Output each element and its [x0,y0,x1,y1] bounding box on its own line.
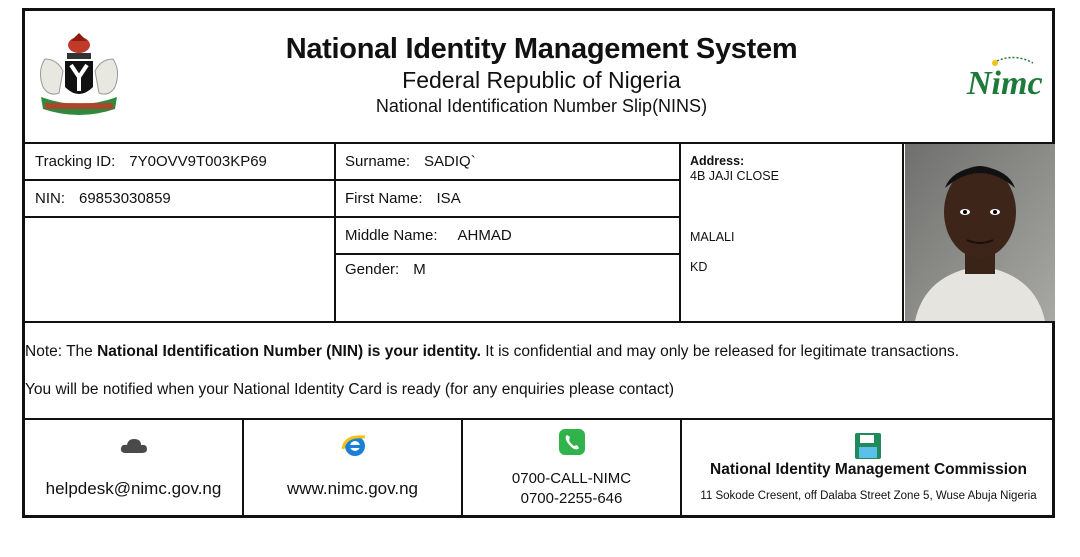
note-line-1 [25,343,959,361]
browser-icon [341,431,369,459]
middle-name-value: AHMAD [457,227,512,244]
divider [25,216,336,218]
gender-value: M [413,261,426,278]
gender-row [345,261,426,279]
divider [25,179,336,181]
divider [334,179,681,181]
tracking-id-label: Tracking ID: [35,153,116,170]
country-title: Federal Republic of Nigeria [402,67,681,93]
middle-name-label: Middle Name: [345,227,438,244]
gender-label: Gender: [345,261,400,278]
website-link[interactable]: www.nimc.gov.ng [286,479,418,498]
middle-name-row [345,227,512,245]
surname-row [345,153,476,171]
address-label: Address: [690,154,745,168]
nin-row [35,190,171,208]
phone-line-2: 0700-2255-646 [520,490,623,507]
nin-label: NIN: [35,190,65,207]
address-line-3: KD [690,260,708,274]
note-prefix: Note: The [25,343,98,360]
page-title: National Identity Management System [285,33,798,65]
first-name-value: ISA [436,190,461,207]
divider [679,142,681,323]
note-rest: It is confidential and may only be released for legitimate transactions. [480,343,960,360]
commission-address: 11 Sokode Cresent, off Dalaba Street Zone 5, Wuse Abuja Nigeria [700,490,1037,502]
address-line-2: MALALI [690,230,735,244]
nimc-logo [953,51,1053,111]
divider [334,253,681,255]
divider [902,142,904,323]
divider [334,216,681,218]
nin-slip [22,8,1055,518]
tracking-id-value: 7Y0OVV9T003KP69 [129,153,267,170]
nimc-logo-text: Nimc [967,65,1043,102]
nin-value: 69853030859 [79,190,171,207]
first-name-row [345,190,461,208]
divider [334,142,336,323]
address-line-1: 4B JAJI CLOSE [690,169,779,183]
divider [242,418,244,518]
cloud-icon [120,438,148,454]
surname-label: Surname: [345,153,411,170]
passport-photo [905,144,1055,321]
phone-icon [559,429,585,455]
save-icon [854,432,882,460]
surname-value: SADIQ` [424,153,476,170]
phone-line-1: 0700-CALL-NIMC [511,470,632,487]
divider [25,321,1055,323]
first-name-label: First Name: [345,190,423,207]
commission-name: National Identity Management Commission [710,461,1027,478]
tracking-id-row [35,153,267,171]
note-line-2: You will be notified when your National Identity Card is ready (for any enquiries please contact) [25,381,675,398]
divider [25,418,1055,420]
helpdesk-email-link[interactable]: helpdesk@nimc.gov.ng [45,479,222,498]
slip-title: National Identification Number Slip(NINS) [375,96,708,116]
note-bold: National Identification Number (NIN) is your identity. [97,343,481,360]
divider [25,142,1055,144]
